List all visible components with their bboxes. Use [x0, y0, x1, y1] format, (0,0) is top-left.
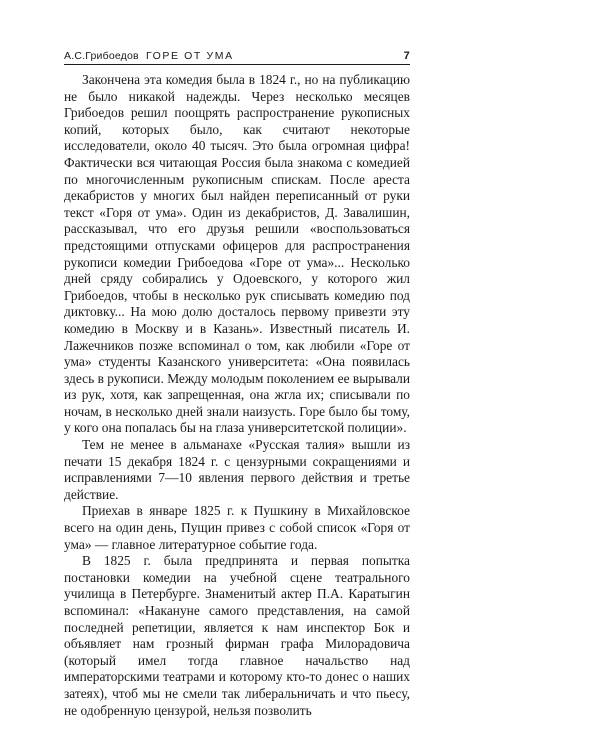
paragraph: Приехав в январе 1825 г. к Пушкину в Михайловское всего на один день, Пущин привез с собой список «Горя от ума» — главное литературное событие года. [64, 503, 410, 552]
paragraph: Тем не менее в альманахе «Русская талия» вышли из печати 15 декабря 1824 г. с цензурными сокращениями и исправлениями 7—10 явления первого действия и третье действие. [64, 437, 410, 502]
body-text [64, 72, 410, 719]
header-author: А.С.Грибоедов [64, 50, 139, 62]
paragraph: Закончена эта комедия была в 1824 г., но на публикацию не было никакой надежды. Через несколько месяцев Грибоедов решил поощрять распространение рукописных копий, которых было, как считают некоторые исследователи, около 40 тысяч. Это была огромная цифра! Фактически вся читающая Россия была знакома с комедией по многочисленным рукописным спискам. После ареста декабристов у многих был найден переписанный от руки текст «Горя от ума». Один из декабристов, Д. Завалишин, рассказывал, что его друзья решили «воспользоваться предстоящими отпусками офицеров для распространения рукописи комедии Грибоедова «Горе от ума»... Несколько дней сряду собирались у Одоевского, у которого жил Грибоедов, чтобы в несколько рук списывать комедию под диктовку... На мою долю досталось первому привезти эту комедию в Москву и в Казань». Известный писатель И. Лажечников позже вспоминал о том, как любили «Горе от ума» студенты Казанского университета: «Она появилась здесь в рукописи. Между молодым поколением ее вырывали из рук, хотя, как запрещенная, она жгла их; списывали по ночам, в несколько дней знали наизусть. Горе было бы тому, у кого она попалась бы на глаза университетской полиции». [64, 72, 410, 436]
page-number: 7 [403, 50, 410, 62]
header-rule [64, 64, 410, 65]
running-title [64, 50, 234, 62]
header-book-title: ГОРЕ ОТ УМА [145, 50, 234, 62]
running-header [64, 44, 410, 62]
paragraph: В 1825 г. была предпринята и первая попытка постановки комедии на учебной сцене театрального училища в Петербурге. Знаменитый актер П.А. Каратыгин вспоминал: «Накануне самого представления, на самой последней репетиции, является к нам инспектор Бок и объявляет нам грозный фирман графа Милорадовича (который имел тогда главное начальство над императорскими театрами и которому кто-то донес о наших затеях), чтоб мы не смели так либеральничать и что пьесу, не одобренную цензурой, нельзя позволить [64, 553, 410, 718]
